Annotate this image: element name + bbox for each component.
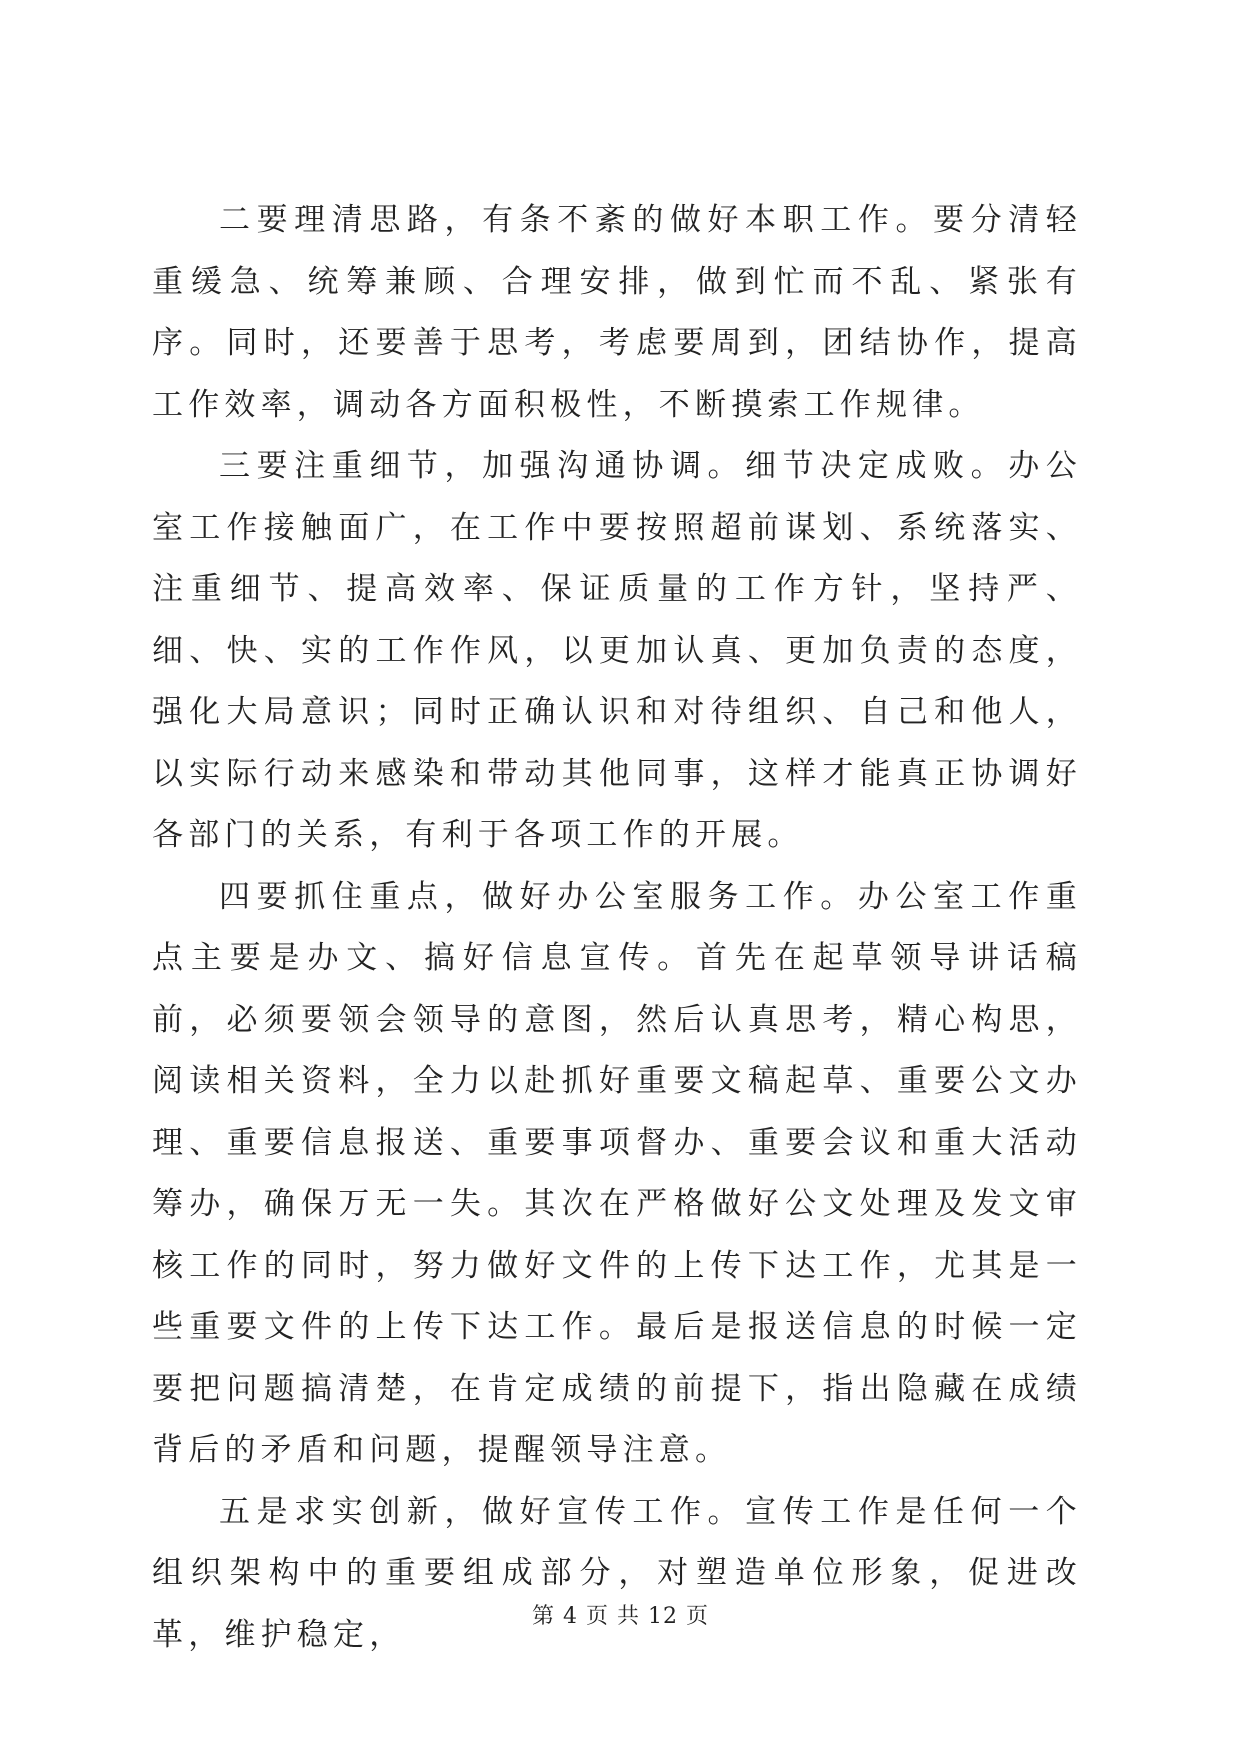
paragraph-2: 二要理清思路，有条不紊的做好本职工作。要分清轻重缓急、统筹兼顾、合理安排，做到忙而不乱、紧张有序。同时，还要善于思考，考虑要周到，团结协作，提高工作效率，调动各方面积极性，不断摸索工作规律。 xyxy=(152,202,1082,423)
page-footer xyxy=(0,1602,1241,1632)
page-number-label: 第 4 页 共 12 页 xyxy=(532,1604,709,1629)
paragraph-3: 三要注重细节，加强沟通协调。细节决定成败。办公室工作接触面广，在工作中要按照超前谋划、系统落实、注重细节、提高效率、保证质量的工作方针，坚持严、细、快、实的工作作风，以更加认真、更加负责的态度，强化大局意识；同时正确认识和对待组织、自己和他人，以实际行动来感染和带动其他同事，这样才能真正协调好各部门的关系，有利于各项工作的开展。 xyxy=(152,448,1082,853)
document-body xyxy=(152,190,1082,1666)
paragraph-5: 五是求实创新，做好宣传工作。宣传工作是任何一个组织架构中的重要组成部分，对塑造单位形象，促进改革，维护稳定， xyxy=(152,1493,1082,1653)
paragraph-4: 四要抓住重点，做好办公室服务工作。办公室工作重点主要是办文、搞好信息宣传。首先在起草领导讲话稿前，必须要领会领导的意图，然后认真思考，精心构思，阅读相关资料，全力以赴抓好重要文稿起草、重要公文办理、重要信息报送、重要事项督办、重要会议和重大活动筹办，确保万无一失。其次在严格做好公文处理及发文审核工作的同时，努力做好文件的上传下达工作，尤其是一些重要文件的上传下达工作。最后是报送信息的时候一定要把问题搞清楚，在肯定成绩的前提下，指出隐藏在成绩背后的矛盾和问题，提醒领导注意。 xyxy=(152,878,1082,1468)
